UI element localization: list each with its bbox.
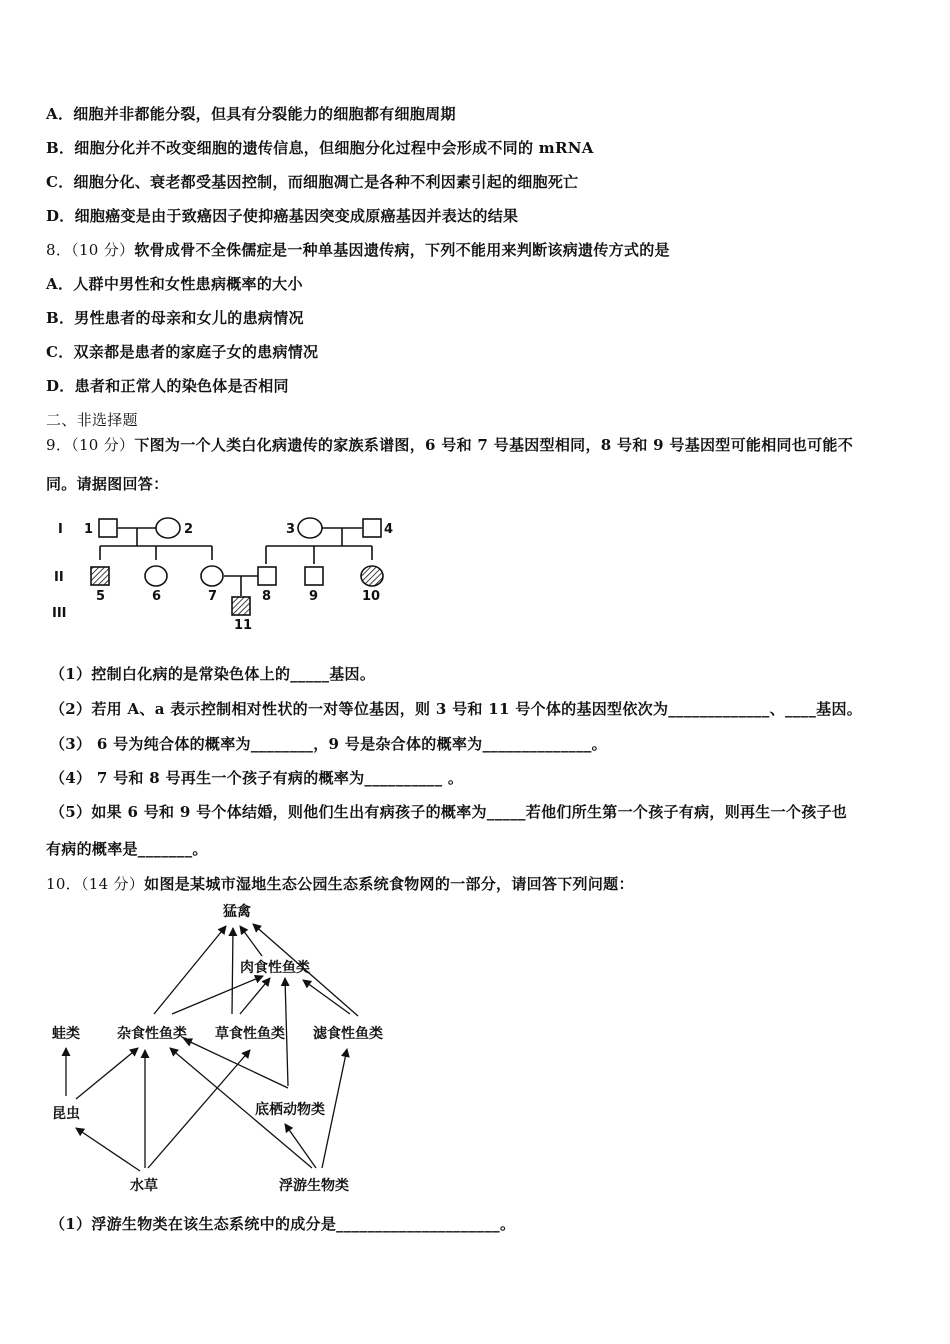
individual-3 xyxy=(298,518,322,538)
node-benthos: 底栖动物类 xyxy=(255,1102,325,1118)
label-8: 8 xyxy=(262,589,272,604)
q9-sub3: （3） 6 号为纯合体的概率为________，9 号是杂合体的概率为______________。 xyxy=(50,735,607,753)
node-frog: 蛙类 xyxy=(52,1026,80,1042)
q7-option-a: A．细胞并非都能分裂，但具有分裂能力的细胞都有细胞周期 xyxy=(46,105,456,123)
q9-sub4: （4） 7 号和 8 号再生一个孩子有病的概率为__________ 。 xyxy=(50,769,464,787)
q9-stem-line2: 同。请据图回答： xyxy=(46,475,169,493)
individual-7 xyxy=(201,566,223,586)
label-1: 1 xyxy=(84,522,94,537)
generation-label-1: I xyxy=(58,522,63,537)
node-herbivore-fish: 草食性鱼类 xyxy=(215,1026,285,1042)
q8-option-b: B．男性患者的母亲和女儿的患病情况 xyxy=(46,309,304,327)
individual-4 xyxy=(363,519,381,537)
pedigree-chart xyxy=(50,508,410,633)
label-5: 5 xyxy=(96,589,106,604)
q7-option-d: D．细胞癌变是由于致癌因子使抑癌基因突变成原癌基因并表达的结果 xyxy=(46,207,519,225)
q10-stem-text: 如图是某城市湿地生态公园生态系统食物网的一部分，请回答下列问题： xyxy=(144,875,634,893)
individual-10 xyxy=(361,566,383,586)
q9-stem-text: 下图为一个人类白化病遗传的家族系谱图，6 号和 7 号基因型相同，8 号和 9 号基因型可能相同也可能不 xyxy=(134,436,853,454)
q9-sub1: （1）控制白化病的是常染色体上的_____基因。 xyxy=(50,665,376,683)
q10-stem xyxy=(46,873,634,894)
q8-stem xyxy=(46,239,670,260)
individual-11 xyxy=(232,597,250,615)
node-insect: 昆虫 xyxy=(52,1106,80,1122)
section-heading: 二、非选择题 xyxy=(46,411,138,429)
q10-number: 10．（14 分） xyxy=(46,875,145,893)
label-10: 10 xyxy=(362,589,381,604)
q8-option-a: A．人群中男性和女性患病概率的大小 xyxy=(46,275,303,293)
node-raptor: 猛禽 xyxy=(223,904,251,920)
label-11: 11 xyxy=(234,618,253,633)
food-web-diagram xyxy=(40,896,400,1201)
node-omnivore-fish: 杂食性鱼类 xyxy=(117,1026,187,1042)
q9-number: 9．（10 分） xyxy=(46,436,135,454)
q7-option-b: B．细胞分化并不改变细胞的遗传信息，但细胞分化过程中会形成不同的 mRNA xyxy=(46,139,594,157)
label-7: 7 xyxy=(208,589,218,604)
individual-1 xyxy=(99,519,117,537)
q8-stem-text: 软骨成骨不全侏儒症是一种单基因遗传病，下列不能用来判断该病遗传方式的是 xyxy=(134,241,670,259)
label-9: 9 xyxy=(309,589,319,604)
node-carnivore-fish: 肉食性鱼类 xyxy=(240,960,310,976)
label-6: 6 xyxy=(152,589,162,604)
individual-6 xyxy=(145,566,167,586)
label-4: 4 xyxy=(384,522,394,537)
q10-sub1: （1）浮游生物类在该生态系统中的成分是_____________________。 xyxy=(50,1215,516,1233)
q9-stem-line1 xyxy=(46,434,853,455)
q9-sub5-line1: （5）如果 6 号和 9 号个体结婚，则他们生出有病孩子的概率为_____若他们所生第一个孩子有病，则再生一个孩子也 xyxy=(50,803,848,821)
generation-label-3: III xyxy=(52,606,67,621)
individual-9 xyxy=(305,567,323,585)
label-3: 3 xyxy=(286,522,296,537)
q7-option-c: C．细胞分化、衰老都受基因控制，而细胞凋亡是各种不利因素引起的细胞死亡 xyxy=(46,173,579,191)
individual-5 xyxy=(91,567,109,585)
node-filter-fish: 滤食性鱼类 xyxy=(313,1026,383,1042)
node-plankton: 浮游生物类 xyxy=(279,1178,349,1194)
individual-2 xyxy=(156,518,180,538)
q8-option-d: D．患者和正常人的染色体是否相同 xyxy=(46,377,289,395)
label-2: 2 xyxy=(184,522,194,537)
q9-sub2: （2）若用 A、a 表示控制相对性状的一对等位基因，则 3 号和 11 号个体的基因型依次为_____________、____基因。 xyxy=(50,700,863,718)
generation-label-2: II xyxy=(54,570,64,585)
q9-sub5-line2: 有病的概率是_______。 xyxy=(46,840,208,858)
node-waterweed: 水草 xyxy=(130,1178,158,1194)
q8-option-c: C．双亲都是患者的家庭子女的患病情况 xyxy=(46,343,319,361)
q8-number: 8．（10 分） xyxy=(46,241,135,259)
individual-8 xyxy=(258,567,276,585)
